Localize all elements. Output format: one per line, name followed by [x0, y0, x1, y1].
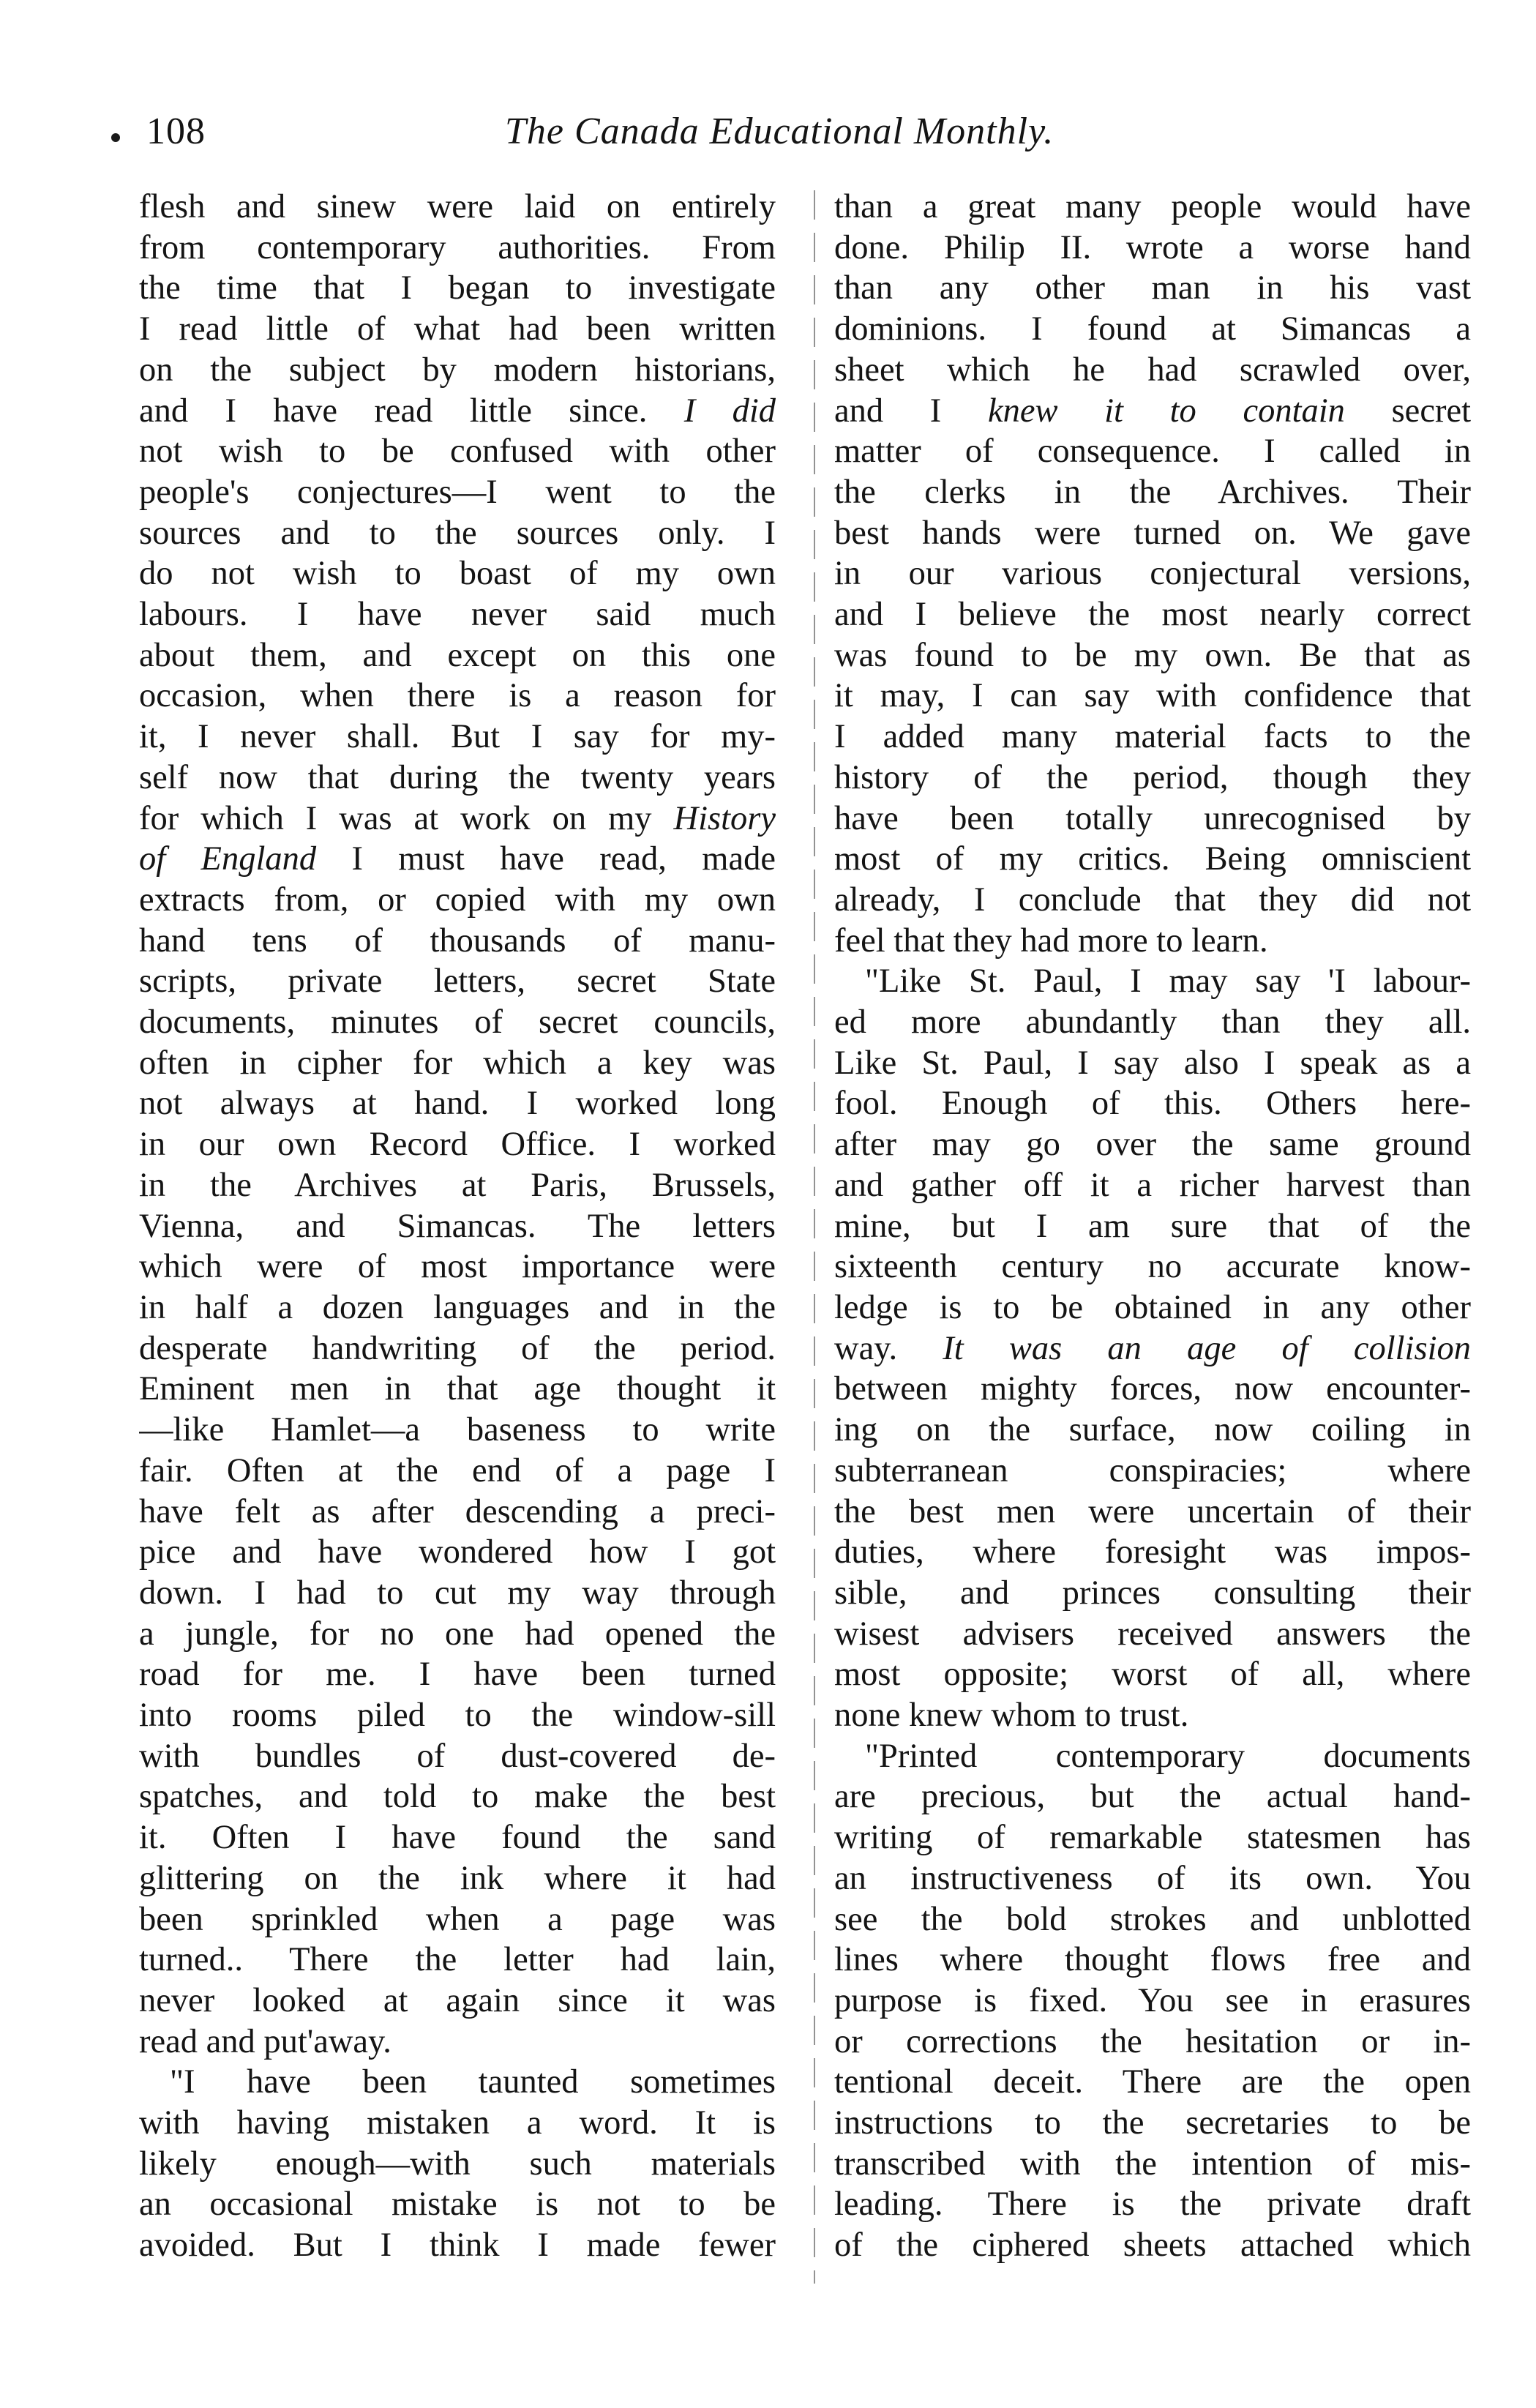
text-line: best hands were turned on. We gave	[834, 514, 1471, 552]
text-line: already, I conclude that they did not	[834, 880, 1471, 919]
text-segment: way.	[834, 1329, 943, 1367]
text-line: fool. Enough of this. Others here-	[834, 1085, 1471, 1123]
text-line: between mighty forces, now encounter-	[834, 1370, 1471, 1408]
text-line: not wish to be confused with other	[139, 433, 776, 471]
text-line: in half a dozen languages and in the	[139, 1288, 776, 1326]
text-line: wisest advisers received answers the	[834, 1615, 1471, 1653]
text-line: documents, minutes of secret councils,	[139, 1003, 776, 1042]
text-line: it. Often I have found the sand	[139, 1819, 776, 1857]
text-line: was found to be my own. Be that as	[834, 636, 1471, 674]
text-line: pice and have wondered how I got	[139, 1533, 776, 1571]
text-line: with bundles of dust-covered de-	[139, 1737, 776, 1775]
text-line	[834, 391, 1471, 432]
text-line: duties, where foresight was impos-	[834, 1533, 1471, 1571]
text-line: lines where thought flows free and	[834, 1941, 1471, 1979]
text-line: "Like St. Paul, I may say 'I labour-	[865, 962, 1471, 1001]
text-line: the best men were uncertain of their	[834, 1492, 1471, 1530]
text-segment: and I	[834, 392, 988, 430]
text-line: often in cipher for which a key was	[139, 1044, 776, 1082]
text-line: desperate handwriting of the period.	[139, 1329, 776, 1367]
text-line: never looked at again since it was	[139, 1981, 776, 2019]
text-line: not always at hand. I worked long	[139, 1085, 776, 1123]
text-line: avoided. But I think I made fewer	[139, 2226, 776, 2265]
text-line: ing on the surface, now coiling in	[834, 1411, 1471, 1449]
text-line: people's conjectures—I went to the	[139, 473, 776, 511]
text-line: self now that during the twenty years	[139, 758, 776, 796]
text-line: an instructiveness of its own. You	[834, 1859, 1471, 1897]
text-line: —like Hamlet—a baseness to write	[139, 1411, 776, 1449]
text-line: leading. There is the private draft	[834, 2185, 1471, 2224]
text-line: the clerks in the Archives. Their	[834, 473, 1471, 511]
text-line: dominions. I found at Simancas a	[834, 310, 1471, 348]
text-line: sheet which he had scrawled over,	[834, 351, 1471, 389]
text-line: sible, and princes consulting their	[834, 1574, 1471, 1612]
text-line: it may, I can say with confidence that	[834, 677, 1471, 715]
text-line: from contemporary authorities. From	[139, 228, 776, 266]
text-line: Like St. Paul, I say also I speak as a	[834, 1044, 1471, 1082]
text-line: and I believe the most nearly correct	[834, 596, 1471, 634]
text-line: than a great many people would have	[834, 188, 1471, 225]
right-text-column	[834, 187, 1471, 2287]
text-line: read and put'away.	[139, 2022, 392, 2060]
text-line: occasion, when there is a reason for	[139, 677, 776, 715]
text-line: with having mistaken a word. It is	[139, 2104, 776, 2142]
text-line: extracts from, or copied with my own	[139, 880, 776, 919]
text-segment: I must have read, made	[316, 840, 776, 878]
text-line: an occasional mistake is not to be	[139, 2185, 776, 2224]
text-line: which were of most importance were	[139, 1248, 776, 1286]
text-line: glittering on the ink where it had	[139, 1859, 776, 1897]
text-line: in the Archives at Paris, Brussels,	[139, 1166, 776, 1204]
running-title: The Canada Educational Monthly.	[505, 111, 1054, 152]
text-line: a jungle, for no one had opened the	[139, 1615, 776, 1653]
text-line: of the ciphered sheets attached which	[834, 2226, 1471, 2265]
text-line: road for me. I have been turned	[139, 1656, 776, 1694]
text-line	[834, 1328, 1471, 1369]
text-line	[139, 391, 776, 432]
text-line: I added many material facts to the	[834, 718, 1471, 756]
text-line: history of the period, though they	[834, 758, 1471, 796]
text-segment: secret	[1344, 392, 1471, 430]
text-line: spatches, and told to make the best	[139, 1778, 776, 1816]
text-line: than any other man in his vast	[834, 269, 1471, 307]
text-line: it, I never shall. But I say for my-	[139, 718, 776, 756]
text-line: purpose is fixed. You see in erasures	[834, 1981, 1471, 2019]
text-line	[139, 839, 776, 880]
text-line: are precious, but the actual hand-	[834, 1778, 1471, 1816]
text-line: mine, but I am sure that of the	[834, 1207, 1471, 1245]
text-line: likely enough—with such materials	[139, 2145, 776, 2183]
text-line: Vienna, and Simancas. The letters	[139, 1207, 776, 1245]
text-segment: for which I was at work on my	[139, 799, 674, 837]
text-line: and gather off it a richer harvest than	[834, 1166, 1471, 1204]
text-line: the time that I began to investigate	[139, 269, 776, 307]
text-line: been sprinkled when a page was	[139, 1900, 776, 1938]
text-line: do not wish to boast of my own	[139, 555, 776, 593]
italic-text-segment: It was an age of collision	[943, 1329, 1471, 1367]
italic-text-segment: of England	[139, 840, 317, 878]
text-line: ledge is to be obtained in any other	[834, 1288, 1471, 1326]
text-line: have felt as after descending a preci-	[139, 1492, 776, 1530]
text-line: ed more abundantly than they all.	[834, 1003, 1471, 1042]
text-line: matter of consequence. I called in	[834, 433, 1471, 471]
text-line: sources and to the sources only. I	[139, 514, 776, 552]
text-line: most of my critics. Being omniscient	[834, 840, 1471, 878]
italic-text-segment: knew it to contain	[987, 392, 1345, 430]
text-line: labours. I have never said much	[139, 596, 776, 634]
text-segment: and I have read little since.	[139, 392, 684, 430]
text-line: after may go over the same ground	[834, 1126, 1471, 1164]
text-line: turned.. There the letter had lain,	[139, 1941, 776, 1979]
text-line: flesh and sinew were laid on entirely	[139, 188, 776, 225]
text-line: in our own Record Office. I worked	[139, 1126, 776, 1164]
italic-text-segment: History	[673, 799, 776, 837]
text-line: feel that they had more to learn.	[834, 921, 1268, 960]
text-line: sixteenth century no accurate know-	[834, 1248, 1471, 1286]
text-line: on the subject by modern historians,	[139, 351, 776, 389]
text-line: fair. Often at the end of a page I	[139, 1451, 776, 1489]
text-line: or corrections the hesitation or in-	[834, 2022, 1471, 2060]
text-line: writing of remarkable statesmen has	[834, 1819, 1471, 1857]
text-line: have been totally unrecognised by	[834, 799, 1471, 837]
text-line: "I have been taunted sometimes	[170, 2063, 776, 2101]
text-line: Eminent men in that age thought it	[139, 1370, 776, 1408]
text-line: into rooms piled to the window-sill	[139, 1697, 776, 1735]
page-header	[124, 110, 1486, 168]
text-line: tentional deceit. There are the open	[834, 2063, 1471, 2101]
text-line: none knew whom to trust.	[834, 1697, 1189, 1735]
text-line: done. Philip II. wrote a worse hand	[834, 228, 1471, 266]
italic-text-segment: I did	[683, 392, 776, 430]
text-line: down. I had to cut my way through	[139, 1574, 776, 1612]
margin-dot-mark	[111, 133, 120, 142]
text-line: "Printed contemporary documents	[865, 1737, 1471, 1775]
text-line: subterranean conspiracies; where	[834, 1451, 1471, 1489]
text-line: hand tens of thousands of manu-	[139, 921, 776, 960]
column-divider	[814, 190, 815, 2284]
text-line: I read little of what had been written	[139, 310, 776, 348]
text-line	[139, 799, 776, 840]
text-line: most opposite; worst of all, where	[834, 1656, 1471, 1694]
page-number: 108	[146, 111, 206, 152]
text-line: see the bold strokes and unblotted	[834, 1900, 1471, 1938]
left-text-column	[139, 187, 776, 2287]
text-line: about them, and except on this one	[139, 636, 776, 674]
text-line: instructions to the secretaries to be	[834, 2104, 1471, 2142]
text-line: in our various conjectural versions,	[834, 555, 1471, 593]
text-line: transcribed with the intention of mis-	[834, 2145, 1471, 2183]
text-line: scripts, private letters, secret State	[139, 962, 776, 1001]
